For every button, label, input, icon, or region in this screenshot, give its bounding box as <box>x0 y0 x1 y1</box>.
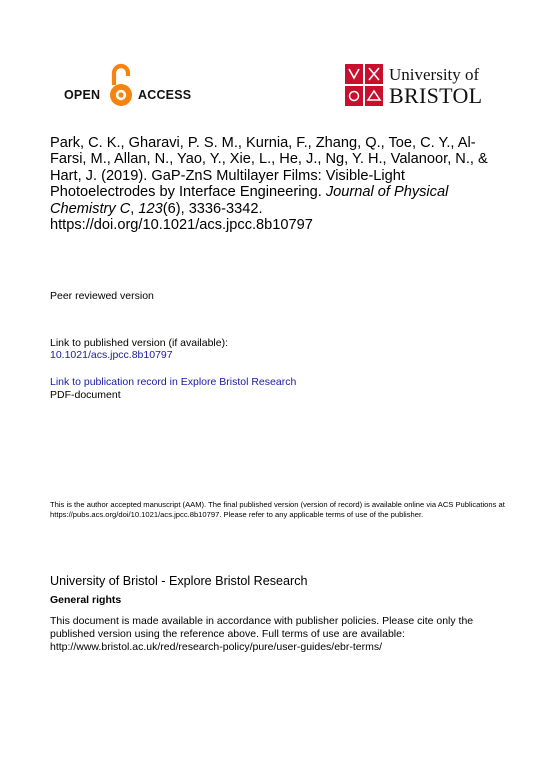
open-access-logo <box>64 61 204 111</box>
citation-issue-pages: (6), 3336-3342. <box>162 200 263 217</box>
citation-authors-title: Park, C. K., Gharavi, P. S. M., Kurnia, F., Zhang, Q., Toe, C. Y., Al-Farsi, M., Allan, N., Yao, Y., Xie, L., He, J., Ng, Y. H., Valanoor, N., & Hart, J. (2019). GaP-ZnS Multilayer Films: Visible-Light Photoelectrodes by Interface Engineering. <box>50 135 488 201</box>
open-access-logo-right: ACCESS <box>138 88 192 102</box>
citation <box>50 135 510 233</box>
citation-url: https://doi.org/10.1021/acs.jpcc.8b10797 <box>50 217 313 234</box>
rights-heading: General rights <box>50 594 122 606</box>
published-link-label: Link to published version (if available): <box>50 337 229 349</box>
document-type: PDF-document <box>50 389 121 401</box>
university-logo-line2: BRISTOL <box>389 83 483 108</box>
repository-title: University of Bristol - Explore Bristol Research <box>50 574 308 588</box>
citation-journal: Journal of Physical Chemistry C <box>50 184 449 217</box>
university-crest-icon <box>345 64 383 106</box>
university-logo-line1: University of <box>389 65 480 84</box>
rights-body: This document is made available in accordance with publisher policies. Please cite only the published version using the reference above. Full terms of use are available: http://www.bristol.ac.uk/red/research-policy/pure/user-guides/ebr-terms/ <box>50 615 474 653</box>
open-lock-icon <box>106 61 136 111</box>
citation-separator: , <box>130 200 139 217</box>
citation-volume: 123 <box>138 200 163 217</box>
open-access-logo-left: OPEN <box>64 88 101 102</box>
version-label: Peer reviewed version <box>50 290 154 302</box>
published-doi-link[interactable]: 10.1021/acs.jpcc.8b10797 <box>50 349 173 361</box>
publication-record-link[interactable]: Link to publication record in Explore Bristol Research <box>50 376 297 388</box>
aam-notice: This is the author accepted manuscript (AAM). The final published version (version of record) is available online via ACS Publications at https://pubs.acs.org/doi/10.1021/acs.jpcc.8b10797. Please refer to any applicable terms of use of the publisher. <box>50 500 505 519</box>
university-logo <box>345 62 490 108</box>
